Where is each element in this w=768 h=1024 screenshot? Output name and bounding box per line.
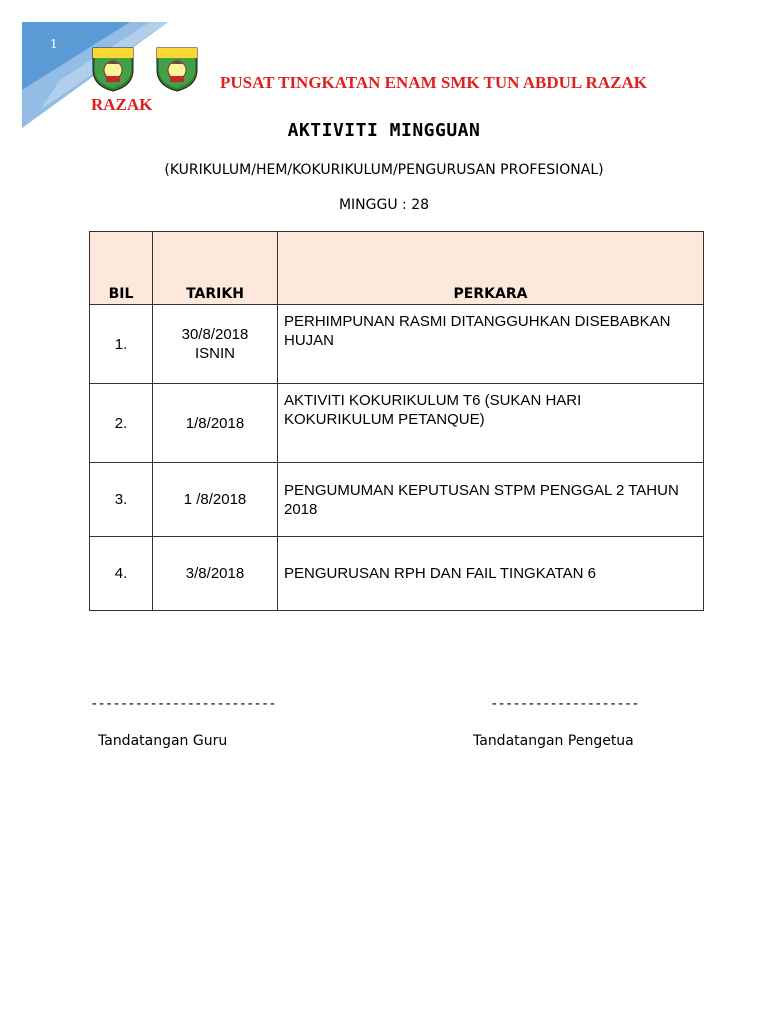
school-crest-icon [91,46,135,92]
table-row [90,384,704,463]
row-date-cell [153,305,278,384]
activities-table [89,231,704,611]
row-date: 1 /8/2018 [153,463,278,537]
row-number: 1. [90,305,153,384]
row-number: 4. [90,537,153,611]
row-number: 2. [90,384,153,463]
row-item: PENGUMUMAN KEPUTUSAN STPM PENGGAL 2 TAHUN 2018 [278,463,704,537]
week-number: MINGGU : 28 [338,197,430,213]
column-header-tarikh: TARIKH [153,232,278,305]
table-row [90,463,704,537]
table-row [90,537,704,611]
principal-signature-line: -------------------- [490,696,639,712]
column-header-perkara: PERKARA [278,232,704,305]
document-title: AKTIVITI MINGGUAN [287,120,481,141]
row-item: PERHIMPUNAN RASMI DITANGGUHKAN DISEBABKAN HUJAN [278,305,704,384]
teacher-signature-label: Tandatangan Guru [98,733,228,749]
row-date: 30/8/2018 [181,326,249,343]
document-subtitle: (KURIKULUM/HEM/KOKURIKULUM/PENGURUSAN PROFESIONAL) [164,162,604,178]
row-day: ISNIN [194,345,235,362]
row-number: 3. [90,463,153,537]
page-number: 1 [50,37,58,51]
table-header-row [90,232,704,305]
row-item: PENGURUSAN RPH DAN FAIL TINGKATAN 6 [278,537,704,611]
table-row [90,305,704,384]
row-date: 3/8/2018 [153,537,278,611]
corner-decoration [0,0,180,140]
column-header-bil: BIL [90,232,153,305]
teacher-signature-line: ------------------------- [90,696,276,712]
row-date: 1/8/2018 [153,384,278,463]
principal-signature-label: Tandatangan Pengetua [473,733,634,749]
school-name: PUSAT TINGKATAN ENAM SMK TUN ABDUL RAZAK [220,73,647,92]
row-item: AKTIVITI KOKURIKULUM T6 (SUKAN HARI KOKURIKULUM PETANQUE) [278,384,704,463]
school-name-wrap: RAZAK [91,95,153,114]
school-crest-icon [155,46,199,92]
